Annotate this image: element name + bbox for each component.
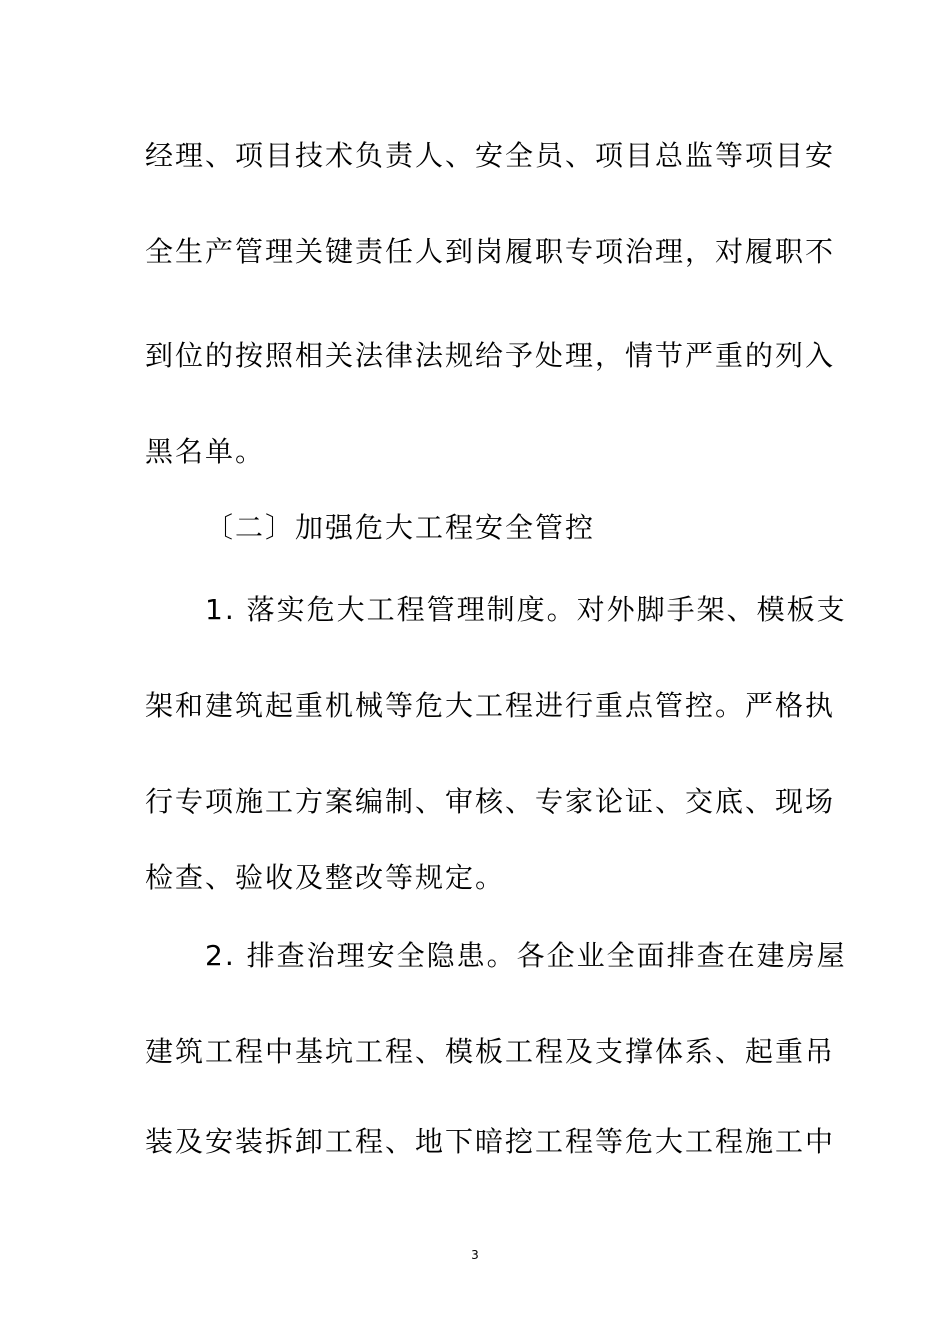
paragraph-line: 1. 落实危大工程管理制度。对外脚手架、模板支 xyxy=(205,593,847,626)
paragraph-line: 经理、项目技术负责人、安全员、项目总监等项目安 xyxy=(145,139,836,172)
section-heading: 〔二〕加强危大工程安全管控 xyxy=(205,511,596,544)
paragraph-line: 检查、验收及整改等规定。 xyxy=(145,861,506,894)
paragraph-line: 架和建筑起重机械等危大工程进行重点管控。严格执 xyxy=(145,689,836,722)
page-number: 3 xyxy=(471,1248,479,1262)
paragraph-line: 2. 排查治理安全隐患。各企业全面排查在建房屋 xyxy=(205,939,847,972)
paragraph-line: 行专项施工方案编制、审核、专家论证、交底、现场 xyxy=(145,785,836,818)
paragraph-line: 建筑工程中基坑工程、模板工程及支撑体系、起重吊 xyxy=(145,1035,836,1068)
paragraph-line: 全生产管理关键责任人到岗履职专项治理，对履职不 xyxy=(145,235,836,268)
paragraph-line: 黑名单。 xyxy=(145,435,266,468)
paragraph-line: 装及安装拆卸工程、地下暗挖工程等危大工程施工中 xyxy=(145,1125,836,1158)
paragraph-line: 到位的按照相关法律法规给予处理，情节严重的列入 xyxy=(145,339,836,372)
